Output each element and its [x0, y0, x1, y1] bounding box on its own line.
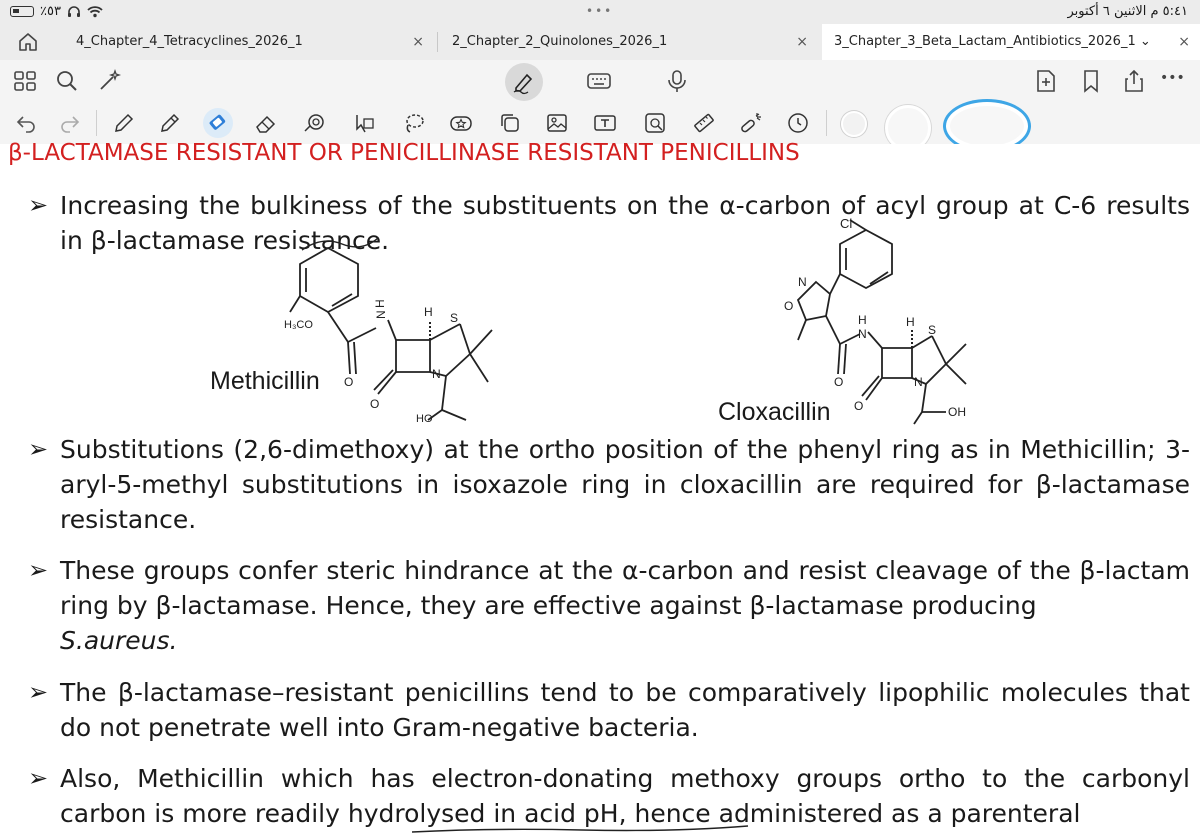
- atom-label: HO: [416, 413, 433, 425]
- status-datetime: ٥:٤١ م الاثنين ٦ أكتوبر: [1067, 4, 1188, 19]
- magic-wand-icon[interactable]: [96, 68, 122, 94]
- bullet-item: [28, 761, 1190, 831]
- lasso-select-icon[interactable]: [352, 111, 376, 135]
- bullet-item: [28, 553, 1190, 658]
- search-icon[interactable]: [54, 68, 80, 94]
- tab-bar: [0, 24, 1200, 61]
- tab-quinolones[interactable]: [440, 24, 818, 60]
- keyboard-icon[interactable]: [586, 68, 612, 94]
- laser-pointer-icon[interactable]: [739, 111, 763, 135]
- section-heading: β-LACTAMASE RESISTANT OR PENICILLINASE RESISTANT PENICILLINS: [8, 140, 800, 166]
- atom-label: O: [370, 397, 380, 411]
- atom-label: O: [344, 375, 354, 389]
- bullet-text: Increasing the bulkiness of the substituents on the α-carbon of acyl group at C-6 results in β-lactamase resistance.: [60, 191, 1190, 255]
- atom-label: S: [450, 311, 459, 325]
- bullet-arrow: ➢: [28, 191, 49, 219]
- atom-label: N: [858, 327, 867, 341]
- toolbar-divider: [96, 110, 97, 136]
- bullet-arrow: ➢: [28, 678, 49, 706]
- bullet-arrow: ➢: [28, 764, 49, 792]
- redo-icon[interactable]: [58, 111, 82, 135]
- battery-icon: [10, 6, 34, 17]
- atom-label: N: [914, 375, 923, 389]
- atom-label: N: [374, 310, 388, 319]
- atom-label: H: [424, 305, 433, 319]
- bookmark-icon[interactable]: [1078, 68, 1104, 94]
- tab-label: 2_Chapter_2_Quinolones_2026_1: [452, 34, 668, 49]
- bullet-text-wrapper: [60, 553, 1190, 658]
- atom-label: S: [928, 323, 937, 337]
- bullet-text: Substitutions (2,6-dimethoxy) at the ortho position of the phenyl ring as in Methicillin; 3-aryl-5-methyl substitutions in isoxazole ring in cloxacillin are required for β-lactamase resistance.: [60, 435, 1190, 534]
- image-icon[interactable]: [545, 111, 569, 135]
- bullet-text: The β-lactamase–resistant penicillins tend to be comparatively lipophilic molecules that do not penetrate well into Gram-negative bacteria.: [60, 678, 1190, 742]
- organism-name: S.aureus.: [60, 626, 178, 655]
- bullet-item: [28, 188, 1190, 258]
- tab-beta-lactam[interactable]: [822, 24, 1200, 60]
- methicillin-label: Methicillin: [210, 367, 320, 395]
- bullet-item: [28, 432, 1190, 537]
- heading-clip: [0, 140, 1200, 166]
- copy-icon[interactable]: [498, 111, 522, 135]
- pen-scribble-icon: [512, 70, 536, 94]
- atom-label: O: [854, 399, 864, 413]
- drawing-toolbar: [0, 102, 1200, 145]
- close-icon[interactable]: ×: [796, 34, 808, 50]
- status-bar: [0, 0, 1200, 24]
- top-toolbar: [0, 60, 1200, 102]
- battery-percent: ٪٥٣: [40, 4, 61, 19]
- multitask-dots[interactable]: •••: [586, 4, 614, 18]
- atom-label: OH: [948, 405, 966, 419]
- text-box-icon[interactable]: [593, 111, 617, 135]
- atom-label: O: [784, 299, 794, 313]
- bullet-text: Also, Methicillin which has electron-donating methoxy groups ortho to the carbonyl carbon is more readily hydrolysed in acid pH, hence administered as a parenteral: [60, 764, 1190, 828]
- lasso-icon[interactable]: [402, 111, 426, 135]
- document-page: [0, 140, 1200, 838]
- microphone-icon[interactable]: [664, 68, 690, 94]
- eraser-icon[interactable]: [254, 111, 278, 135]
- bullet-text: These groups confer steric hindrance at the α-carbon and resist cleavage of the β-lactam ring by β-lactamase. Hence, they are effective against β-lactamase producing: [60, 556, 1190, 620]
- headphones-icon: [67, 5, 81, 18]
- ruler-icon[interactable]: [692, 111, 716, 135]
- close-icon[interactable]: ×: [1178, 34, 1190, 50]
- home-icon[interactable]: [18, 33, 38, 51]
- atom-label: H: [858, 313, 867, 327]
- atom-label: H: [906, 315, 915, 329]
- cloxacillin-label: Cloxacillin: [718, 398, 831, 426]
- toolbar-divider: [826, 110, 827, 136]
- tab-label: 4_Chapter_4_Tetracyclines_2026_1: [76, 34, 303, 49]
- atom-label: O: [834, 375, 844, 389]
- status-left: [10, 4, 103, 19]
- cloxacillin-structure: [770, 216, 1010, 424]
- wifi-icon: [87, 5, 103, 18]
- add-page-icon[interactable]: [1033, 68, 1059, 94]
- atom-label: N: [432, 367, 441, 381]
- atom-label: Cl: [840, 216, 853, 231]
- atom-label: H: [373, 299, 387, 308]
- shapes-icon[interactable]: [302, 111, 326, 135]
- tab-divider: [437, 32, 438, 52]
- pencil-icon[interactable]: [158, 111, 182, 135]
- bullet-arrow: ➢: [28, 435, 49, 463]
- tab-label: 3_Chapter_3_Beta_Lactam_Antibiotics_2026_1 ⌄: [834, 34, 1151, 49]
- timer-icon[interactable]: [786, 111, 810, 135]
- bullet-item: [28, 675, 1190, 745]
- atom-label: H₃CO: [284, 319, 313, 331]
- close-icon[interactable]: ×: [412, 34, 424, 50]
- highlighter-icon[interactable]: [202, 107, 234, 139]
- color-swatch-small[interactable]: [841, 111, 867, 137]
- grid-view-icon[interactable]: [12, 68, 38, 94]
- share-icon[interactable]: [1121, 68, 1147, 94]
- tab-tetracyclines[interactable]: [64, 24, 434, 60]
- undo-icon[interactable]: [14, 111, 38, 135]
- handwriting-mode-button[interactable]: [505, 63, 543, 101]
- atom-label: N: [798, 275, 807, 289]
- color-swatch-large-selected[interactable]: [946, 102, 1028, 150]
- sticker-icon[interactable]: [449, 111, 473, 135]
- bullet-arrow: ➢: [28, 556, 49, 584]
- scan-icon[interactable]: [643, 111, 667, 135]
- more-options-icon[interactable]: •••: [1160, 70, 1185, 86]
- pen-icon[interactable]: [112, 111, 136, 135]
